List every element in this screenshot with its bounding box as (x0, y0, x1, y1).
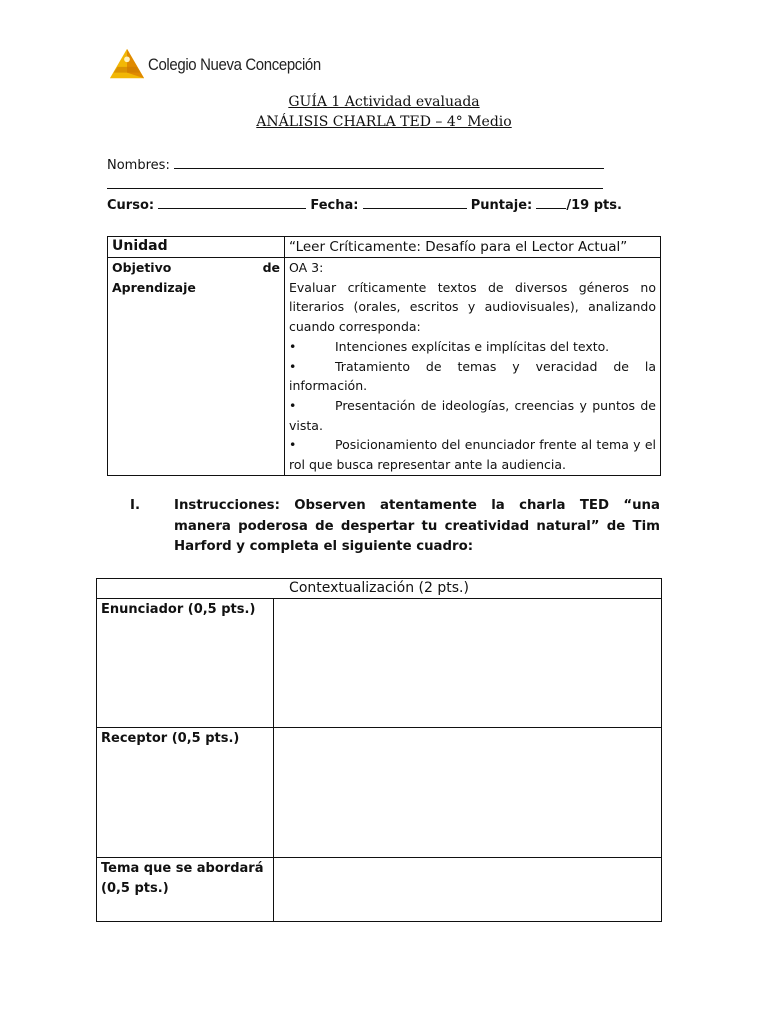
tema-label: Tema que se abordará (0,5 pts.) (97, 858, 274, 922)
fecha-label: Fecha: (310, 198, 359, 213)
curso-label: Curso: (107, 198, 155, 213)
curso-line[interactable] (158, 196, 306, 209)
receptor-answer-cell[interactable] (274, 728, 662, 858)
nombres-label: Nombres (107, 158, 166, 173)
nombres-field: Nombres: (107, 156, 604, 173)
enunciador-answer-cell[interactable] (274, 599, 662, 728)
unidad-table (107, 236, 661, 476)
receptor-label: Receptor (0,5 pts.) (97, 728, 274, 858)
pyramid-logo-icon (108, 46, 146, 84)
nombres-line[interactable] (174, 156, 604, 169)
instructions-text: Instrucciones: Observen atentamente la charla TED “una manera poderosa de despertar tu creatividad natural” de Tim Harford y completa el siguiente cuadro: (174, 498, 660, 554)
bullet-item: • Presentación de ideologías, creencias y puntos de vista. (289, 397, 656, 433)
unidad-label: Unidad (108, 237, 285, 258)
objetivo-content (285, 258, 661, 476)
logo-text: Colegio Nueva Concepción (148, 55, 321, 74)
instructions-number: I. (130, 498, 140, 513)
document-title (0, 92, 768, 132)
nombres-line-2[interactable] (107, 176, 603, 193)
oa-text: Evaluar críticamente textos de diversos géneros no literarios (orales, escritos y audiovisuales), analizando cuando corresponda: (289, 279, 656, 335)
oa-code: OA 3: (289, 260, 324, 275)
curso-fecha-puntaje-row (107, 196, 622, 213)
bullet-item: • Posicionamiento del enunciador frente al tema y el rol que busca representar ante la audiencia. (289, 437, 656, 473)
bullet-item: • Tratamiento de temas y veracidad de la información. (289, 358, 656, 394)
puntaje-suffix: /19 pts. (566, 198, 622, 213)
enunciador-label: Enunciador (0,5 pts.) (97, 599, 274, 728)
puntaje-label: Puntaje: (470, 198, 533, 213)
title-line-1: GUÍA 1 Actividad evaluada (288, 94, 480, 110)
instructions (130, 496, 660, 558)
unidad-value: “Leer Críticamente: Desafío para el Lector Actual” (285, 237, 661, 258)
objetivo-label: Objetivo de Aprendizaje (108, 258, 285, 476)
school-logo (108, 46, 344, 84)
puntaje-line[interactable] (536, 196, 566, 209)
fecha-line[interactable] (363, 196, 467, 209)
contextualizacion-table (96, 578, 662, 922)
tema-answer-cell[interactable] (274, 858, 662, 922)
title-line-2: ANÁLISIS CHARLA TED – 4° Medio (256, 114, 512, 130)
contextualizacion-header: Contextualización (2 pts.) (97, 579, 662, 599)
bullet-item: • Intenciones explícitas e implícitas del texto. (289, 338, 610, 354)
